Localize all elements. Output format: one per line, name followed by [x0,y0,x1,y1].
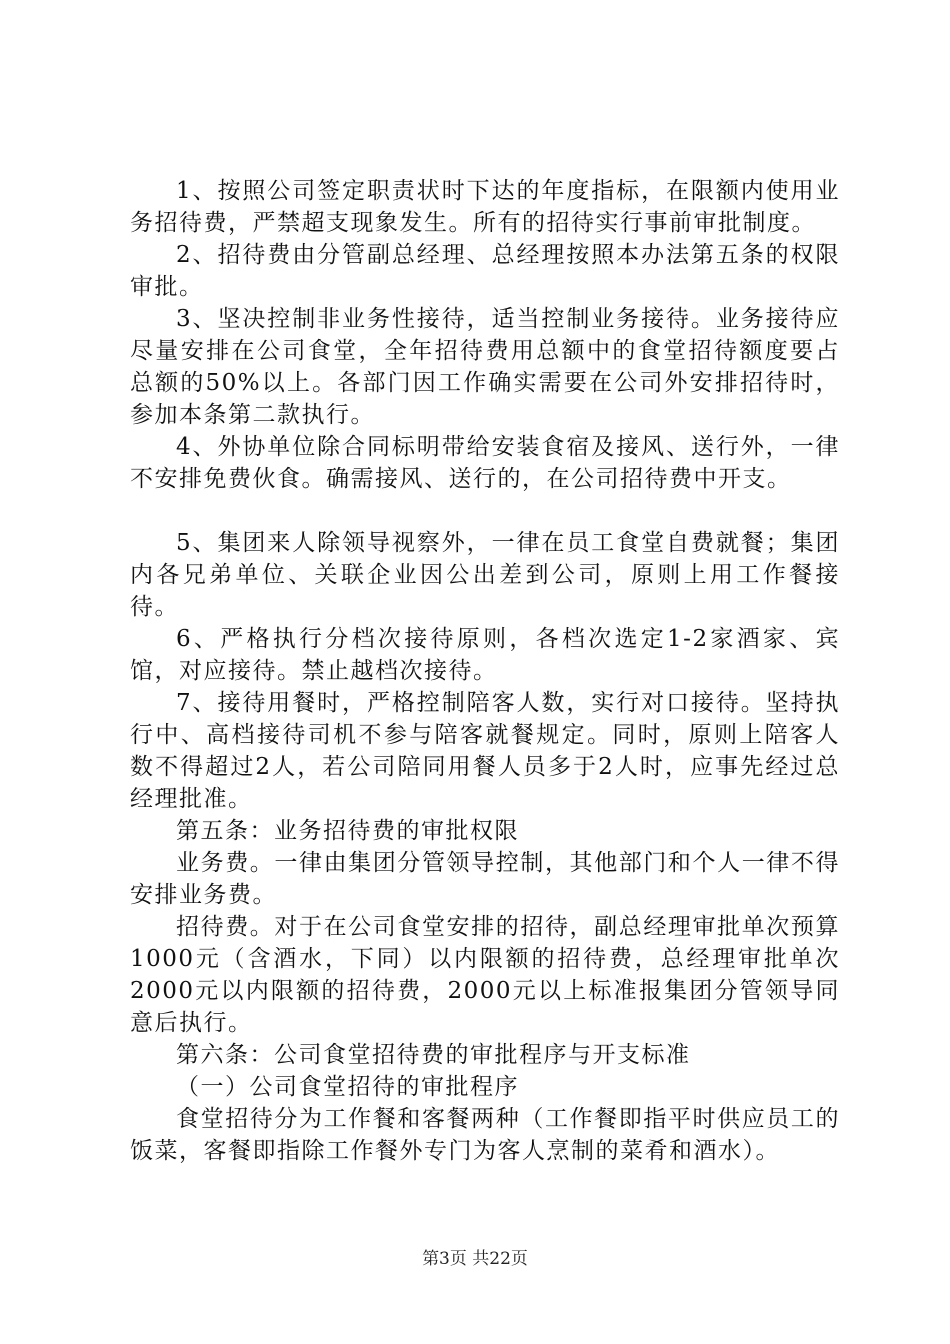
subsection-heading-1: （一）公司食堂招待的审批程序 [176,1074,519,1100]
page-number-footer: 第3页 共22页 [422,1249,528,1269]
paragraph-entertainment-fee: 招待费。对于在公司食堂安排的招待，副总经理审批单次预算1000元（含酒水，下同）以内限额的招待费，总经理审批单次2000元以内限额的招待费，2000元以上标准报集团分管领导同意后执行。 [130,914,840,1036]
paragraph-business-fee: 业务费。一律由集团分管领导控制，其他部门和个人一律不得安排业务费。 [130,850,840,908]
document-body [130,175,840,1167]
paragraph-item-5: 5、集团来人除领导视察外，一律在员工食堂自费就餐；集团内各兄弟单位、关联企业因公出差到公司，原则上用工作餐接待。 [130,530,840,620]
paragraph-item-6: 6、严格执行分档次接待原则，各档次选定1-2家酒家、宾馆，对应接待。禁止越档次接待。 [130,626,840,684]
section-heading-article-6: 第六条：公司食堂招待费的审批程序与开支标准 [176,1042,691,1068]
paragraph-item-7: 7、接待用餐时，严格控制陪客人数，实行对口接待。坚持执行中、高档接待司机不参与陪客就餐规定。同时，原则上陪客人数不得超过2人，若公司陪同用餐人员多于2人时，应事先经过总经理批准。 [130,690,840,812]
paragraph-item-2: 2、招待费由分管副总经理、总经理按照本办法第五条的权限审批。 [130,242,840,300]
paragraph-canteen-meals: 食堂招待分为工作餐和客餐两种（工作餐即指平时供应员工的饭菜，客餐即指除工作餐外专门为客人烹制的菜肴和酒水）。 [130,1106,840,1164]
section-heading-article-5: 第五条：业务招待费的审批权限 [176,818,519,844]
paragraph-item-4: 4、外协单位除合同标明带给安装食宿及接风、送行外，一律不安排免费伙食。确需接风、送行的，在公司招待费中开支。 [130,434,840,492]
paragraph-item-3: 3、坚决控制非业务性接待，适当控制业务接待。业务接待应尽量安排在公司食堂，全年招待费用总额中的食堂招待额度要占总额的50%以上。各部门因工作确实需要在公司外安排招待时，参加本条第二款执行。 [130,306,840,428]
paragraph-item-1: 1、按照公司签定职责状时下达的年度指标，在限额内使用业务招待费，严禁超支现象发生。所有的招待实行事前审批制度。 [130,178,840,236]
